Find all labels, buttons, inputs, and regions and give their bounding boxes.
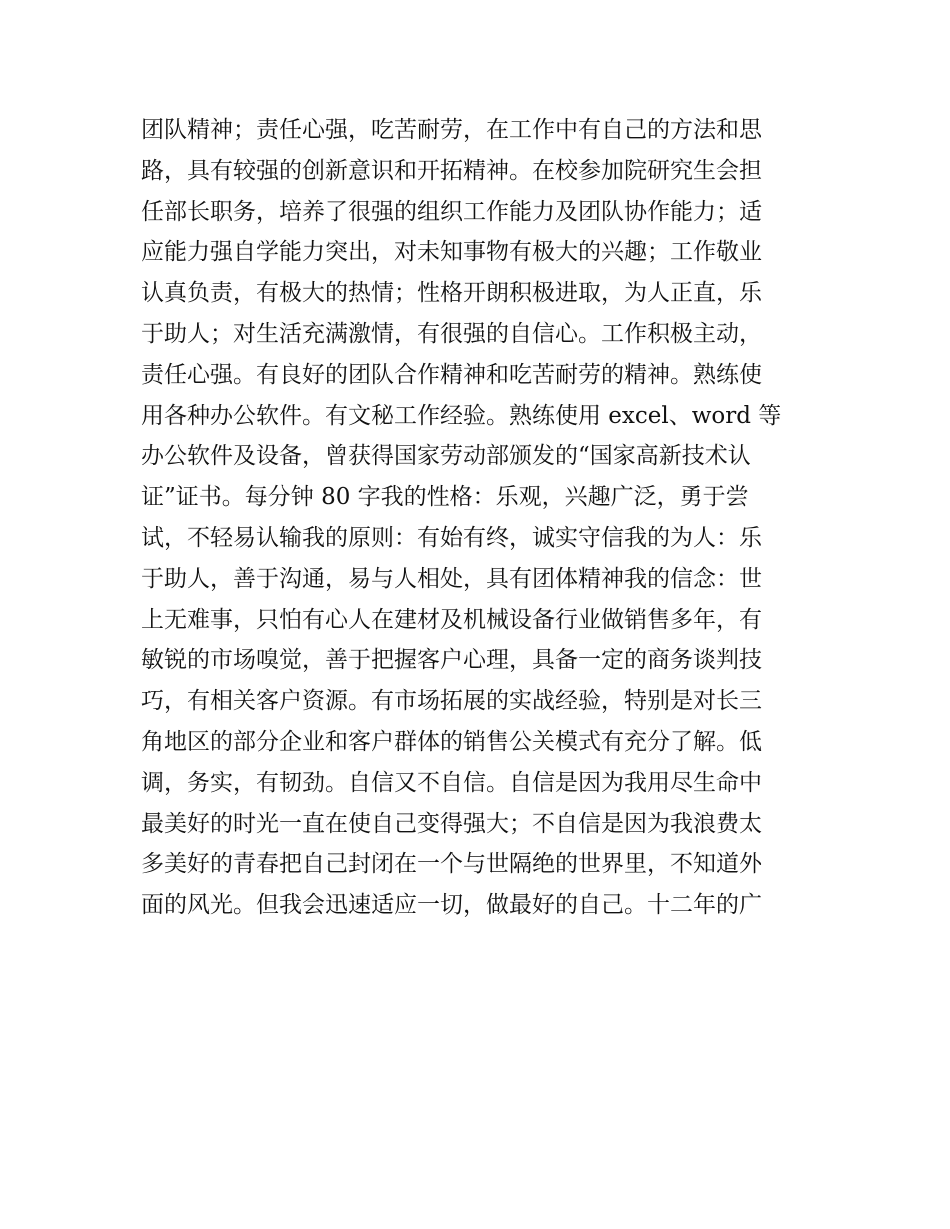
text-line: 最美好的时光一直在使自己变得强大；不自信是因为我浪费太 bbox=[141, 810, 762, 837]
body-paragraph bbox=[141, 110, 821, 926]
text-line: 认真负责，有极大的热情；性格开朗积极进取，为人正直，乐 bbox=[141, 280, 762, 307]
text-line: 多美好的青春把自己封闭在一个与世隔绝的世界里，不知道外 bbox=[141, 851, 762, 878]
text-line: 团队精神；责任心强，吃苦耐劳，在工作中有自己的方法和思 bbox=[141, 117, 762, 143]
text-line: 于助人；对生活充满激情，有很强的自信心。工作积极主动， bbox=[141, 320, 762, 347]
text-line: 上无难事，只怕有心人在建材及机械设备行业做销售多年，有 bbox=[141, 606, 762, 633]
text-line: 任部长职务，培养了很强的组织工作能力及团队协作能力；适 bbox=[141, 198, 762, 225]
text-line: 责任心强。有良好的团队合作精神和吃苦耐劳的精神。熟练使 bbox=[141, 361, 762, 388]
text-line: 巧，有相关客户资源。有市场拓展的实战经验，特别是对长三 bbox=[141, 688, 762, 715]
text-line: 角地区的部分企业和客户群体的销售公关模式有充分了解。低 bbox=[141, 728, 762, 755]
text-line: 办公软件及设备，曾获得国家劳动部颁发的“国家高新技术认 bbox=[141, 443, 751, 470]
text-line: 路，具有较强的创新意识和开拓精神。在校参加院研究生会担 bbox=[141, 157, 762, 184]
text-line: 敏锐的市场嗅觉，善于把握客户心理，具备一定的商务谈判技 bbox=[141, 647, 762, 674]
text-line: 用各种办公软件。有文秘工作经验。熟练使用 excel、word 等 bbox=[141, 402, 782, 429]
text-line: 试，不轻易认输我的原则：有始有终，诚实守信我的为人：乐 bbox=[141, 524, 762, 551]
text-line: 证”证书。每分钟 80 字我的性格：乐观，兴趣广泛，勇于尝 bbox=[141, 484, 749, 511]
text-line: 应能力强自学能力突出，对未知事物有极大的兴趣；工作敬业 bbox=[141, 239, 762, 266]
text-line: 面的风光。但我会迅速适应一切，做最好的自己。十二年的广 bbox=[141, 892, 762, 919]
text-line: 于助人，善于沟通，易与人相处，具有团体精神我的信念：世 bbox=[141, 565, 762, 592]
text-line: 调，务实，有韧劲。自信又不自信。自信是因为我用尽生命中 bbox=[141, 769, 762, 796]
